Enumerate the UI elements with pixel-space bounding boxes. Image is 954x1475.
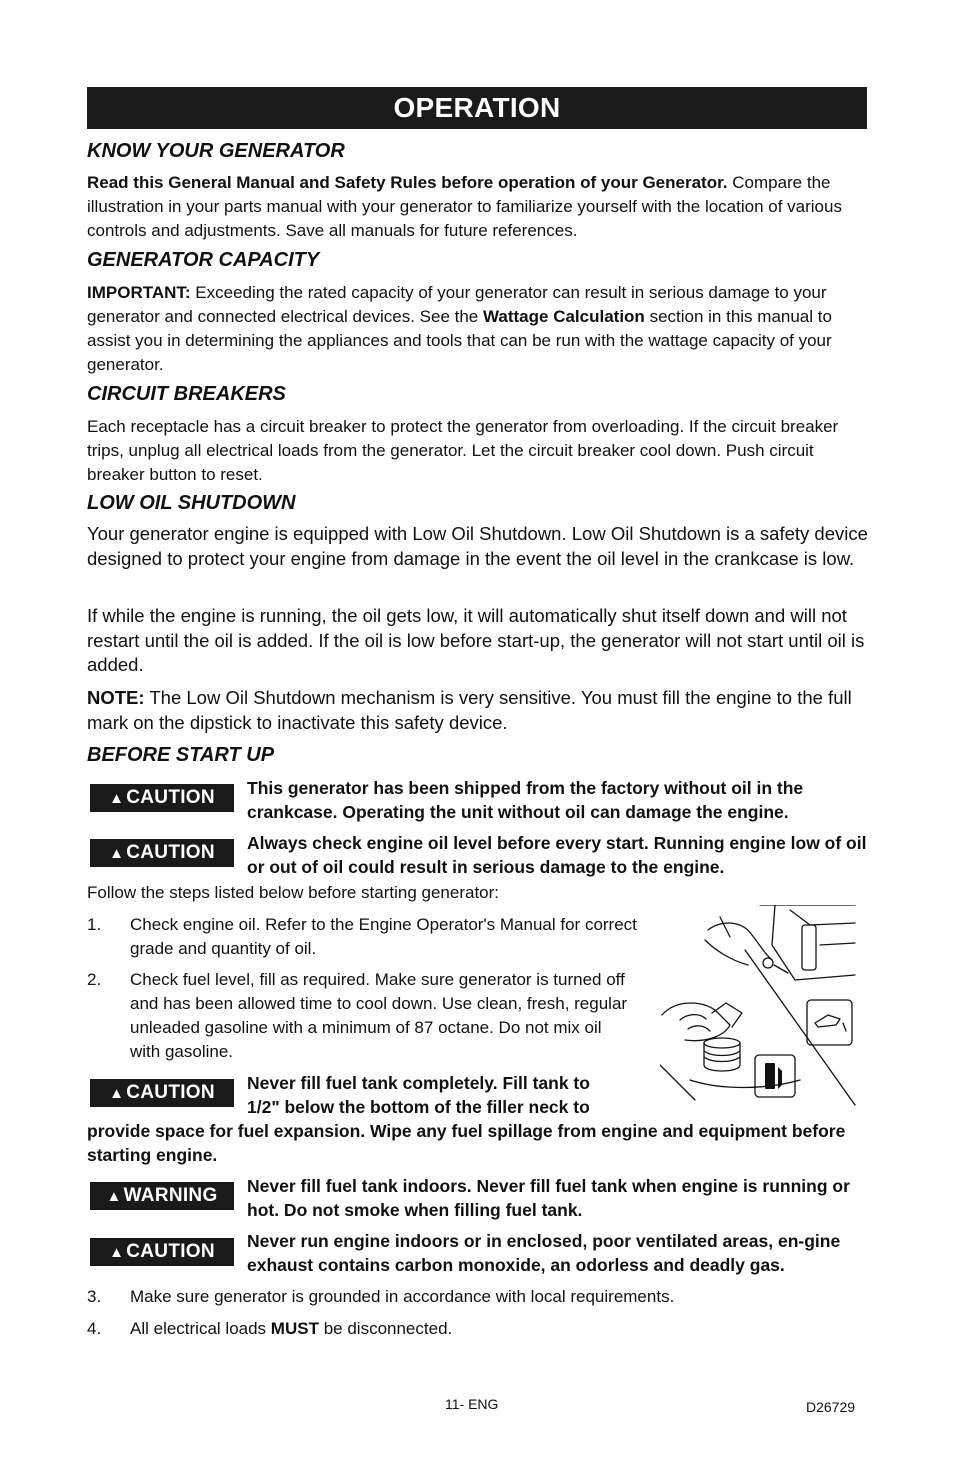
- capacity-text: [87, 281, 869, 377]
- low-oil-note: [87, 686, 869, 735]
- heading-before-start-up: BEFORE START UP: [87, 744, 275, 766]
- step-1-text: Check engine oil. Refer to the Engine Operator's Manual for correct grade and quantity of oil.: [130, 915, 637, 958]
- capacity-body-2: section in this manual to assist you in determining the appliances and tools that can be run with the wattage capacity of your generator.: [87, 307, 832, 374]
- fuel-oil-fill-illustration: [660, 905, 860, 1110]
- know-generator-body: Compare the illustration in your parts manual with your generator to familiarize yourself with the location of various controls and adjustments. Save all manuals for future references.: [87, 173, 842, 240]
- caution-label: CAUTION: [126, 1082, 215, 1103]
- warning-triangle-icon: ▲: [106, 1188, 122, 1205]
- step-4-number: 4.: [87, 1319, 102, 1338]
- caution-text-4: Never run engine indoors or in enclosed, poor ventilated areas, en-gine exhaust contains carbon monoxide, an odorless and deadly gas.: [247, 1231, 841, 1275]
- page-number: 11- ENG: [445, 1396, 499, 1412]
- step-4-post: be disconnected.: [323, 1319, 453, 1338]
- step-1-number: 1.: [87, 915, 102, 934]
- caution-text-3-continued: provide space for fuel expansion. Wipe any fuel spillage from engine and equipment before starting engine.: [87, 1121, 846, 1165]
- warning-badge: [90, 1182, 234, 1210]
- step-4-text: [130, 1317, 870, 1341]
- caution-text-2: Always check engine oil level before every start. Running engine low of oil or out of oil could result in serious damage to the engine.: [247, 833, 867, 877]
- heading-generator-capacity: GENERATOR CAPACITY: [87, 249, 320, 271]
- caution-badge-2: [90, 839, 234, 867]
- document-code: D26729: [806, 1399, 856, 1415]
- capacity-body-1: Exceeding the rated capacity of your generator can result in serious damage to your generator and connected electrical devices. See the: [87, 283, 827, 326]
- step-3-number: 3.: [87, 1287, 102, 1306]
- warning-triangle-icon: ▲: [109, 1244, 125, 1261]
- caution-label: CAUTION: [126, 1241, 215, 1262]
- caution-label: CAUTION: [126, 787, 215, 808]
- know-generator-text: [87, 171, 869, 243]
- warning-text: Never fill fuel tank indoors. Never fill fuel tank when engine is running or hot. Do not smoke when filling fuel tank.: [247, 1176, 850, 1220]
- low-oil-paragraph-2: If while the engine is running, the oil gets low, it will automatically shut itself down and will not restart until the oil is added. If the oil is low before start-up, the generator will not start until oil is added.: [87, 605, 865, 675]
- caution-badge-4: [90, 1238, 234, 1266]
- circuit-breakers-text: Each receptacle has a circuit breaker to protect the generator from overloading. If the circuit breaker trips, unplug all electrical loads from the generator. Let the circuit breaker cool down. Push circuit breaker button to reset.: [87, 417, 839, 484]
- caution-text-3-line-1: Never fill fuel tank completely. Fill tank to: [247, 1073, 590, 1093]
- warning-label: WARNING: [123, 1185, 218, 1206]
- step-2-text: Check fuel level, fill as required. Make sure generator is turned off and has been allowed time to cool down. Use clean, fresh, regular unleaded gasoline with a minimum of 87 octane. Do not mix oil with gasoline.: [130, 970, 628, 1061]
- heading-know-your-generator: KNOW YOUR GENERATOR: [87, 140, 345, 162]
- caution-badge-3: [90, 1079, 234, 1107]
- heading-circuit-breakers: CIRCUIT BREAKERS: [87, 383, 286, 405]
- low-oil-paragraph-1: Your generator engine is equipped with Low Oil Shutdown. Low Oil Shutdown is a safety device designed to protect your engine from damage in the event the oil level in the crankcase is low.: [87, 523, 868, 569]
- heading-low-oil-shutdown: LOW OIL SHUTDOWN: [87, 492, 296, 514]
- wattage-calculation-ref: Wattage Calculation: [482, 307, 645, 326]
- note-text: The Low Oil Shutdown mechanism is very sensitive. You must fill the engine to the full mark on the dipstick to inactivate this safety device.: [87, 687, 852, 733]
- caution-label: CAUTION: [126, 842, 215, 863]
- caution-badge-1: [90, 784, 234, 812]
- warning-triangle-icon: ▲: [109, 790, 125, 807]
- step-2-number: 2.: [87, 970, 102, 989]
- step-3-text: Make sure generator is grounded in accordance with local requirements.: [130, 1287, 675, 1306]
- page-banner: OPERATION: [87, 87, 867, 129]
- caution-text-3-line-2: 1/2" below the bottom of the filler neck to: [247, 1097, 590, 1117]
- caution-text-1: This generator has been shipped from the factory without oil in the crankcase. Operating the unit without oil can damage the engine.: [247, 778, 804, 822]
- follow-steps-text: Follow the steps listed below before starting generator:: [87, 883, 500, 902]
- step-4-pre: All electrical loads: [130, 1319, 267, 1338]
- note-label: NOTE:: [87, 687, 145, 708]
- step-4-must: MUST: [270, 1319, 319, 1338]
- know-generator-lead: Read this General Manual and Safety Rules before operation of your Generator.: [87, 173, 728, 192]
- warning-triangle-icon: ▲: [109, 845, 125, 862]
- warning-triangle-icon: ▲: [109, 1085, 125, 1102]
- important-label: IMPORTANT:: [87, 283, 191, 302]
